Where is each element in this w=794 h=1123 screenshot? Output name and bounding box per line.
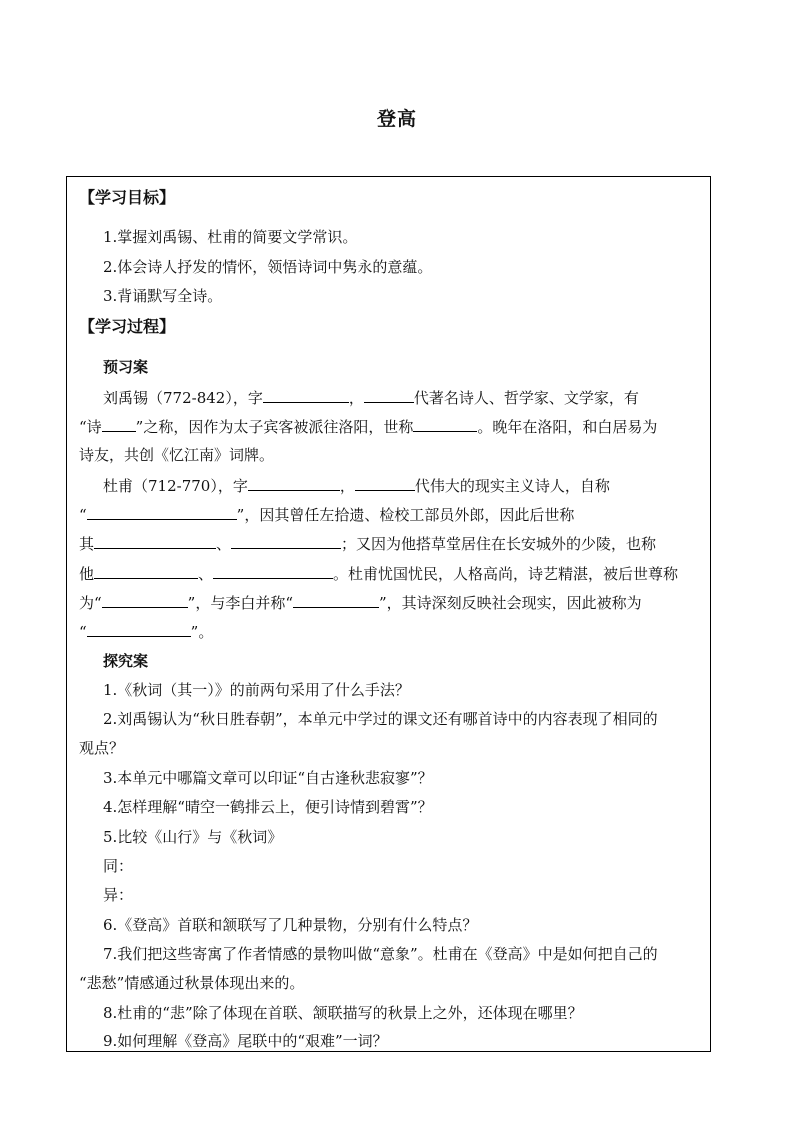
du-line-2: “ ”，因其曾任左拾遗、检校工部员外郎，因此后世称 [79,506,575,524]
liu-line-3: 诗友，共创《忆江南》词牌。 [79,446,275,464]
blank-liu-dynasty[interactable] [364,387,414,403]
question-6: 6.《登高》首联和颔联写了几种景物，分别有什么特点？ [103,916,478,934]
du-line-3: 其 、 ；又因为他搭草堂居住在长安城外的少陵，也称 [79,535,657,553]
du-line-5: 为“ ”，与李白并称“ ”，其诗深刻反映社会现实，因此被称为 [79,594,642,612]
blank-du-honor[interactable] [102,592,188,608]
question-1: 1.《秋词（其一）》的前两句采用了什么手法？ [103,681,410,699]
blank-liu-epithet[interactable] [413,416,477,432]
objectives-heading: 【学习目标】 [79,188,176,207]
du-line-1: 杜甫（712-770），字 ， 代伟大的现实主义诗人，自称 [103,477,610,495]
liu-line-1: 刘禹锡（772-842），字 ， 代著名诗人、哲学家、文学家，有 [103,389,639,407]
worksheet-box [66,176,711,1052]
compare-diff-label: 异： [103,886,134,904]
objective-item-3: 3.背诵默写全诗。 [103,287,223,305]
question-9: 9.如何理解《登高》尾联中的“艰难”一词？ [103,1032,388,1050]
blank-liu-zi[interactable] [263,387,349,403]
blank-du-name-2[interactable] [231,533,341,549]
explore-heading: 探究案 [103,652,149,670]
question-3: 3.本单元中哪篇文章可以印证“自古逢秋悲寂寥”？ [103,769,433,787]
du-line-6: “ ”。 [79,623,214,641]
question-7-line-1: 7.我们把这些寄寓了作者情感的景物叫做“意象”。杜甫在《登高》中是如何把自己的 [103,945,658,963]
du-line-4: 他 、 。杜甫忧国忧民，人格高尚，诗艺精湛，被后世尊称 [79,565,679,583]
blank-du-dynasty[interactable] [355,475,415,491]
blank-liu-title[interactable] [102,416,136,432]
objective-item-2: 2.体会诗人抒发的情怀，领悟诗词中隽永的意蕴。 [103,258,433,276]
question-2-line-2: 观点？ [79,739,125,757]
question-5: 5.比较《山行》与《秋词》 [103,828,283,846]
liu-line-2: “诗 ”之称，因作为太子宾客被派往洛阳，世称 。晚年在洛阳，和白居易为 [79,418,658,436]
page-title: 登高 [376,108,417,130]
question-8: 8.杜甫的“悲”除了体现在首联、颔联描写的秋景上之外，还体现在哪里？ [103,1004,583,1022]
question-7-line-2: “悲愁”情感通过秋景体现出来的。 [79,974,305,992]
question-2-line-1: 2.刘禹锡认为“秋日胜春朝”，本单元中学过的课文还有哪首诗中的内容表现了相同的 [103,710,658,728]
blank-du-poetry-name[interactable] [87,621,191,637]
compare-same-label: 同： [103,857,134,875]
blank-du-self-title[interactable] [87,504,237,520]
blank-du-name-3[interactable] [94,563,198,579]
blank-du-zi[interactable] [248,475,340,491]
blank-du-pair[interactable] [293,592,379,608]
blank-du-name-1[interactable] [94,533,216,549]
blank-du-name-4[interactable] [213,563,333,579]
process-heading: 【学习过程】 [79,317,176,336]
objective-item-1: 1.掌握刘禹锡、杜甫的简要文学常识。 [103,228,358,246]
question-4: 4.怎样理解“晴空一鹤排云上，便引诗情到碧霄”？ [103,798,433,816]
preview-heading: 预习案 [103,358,149,376]
